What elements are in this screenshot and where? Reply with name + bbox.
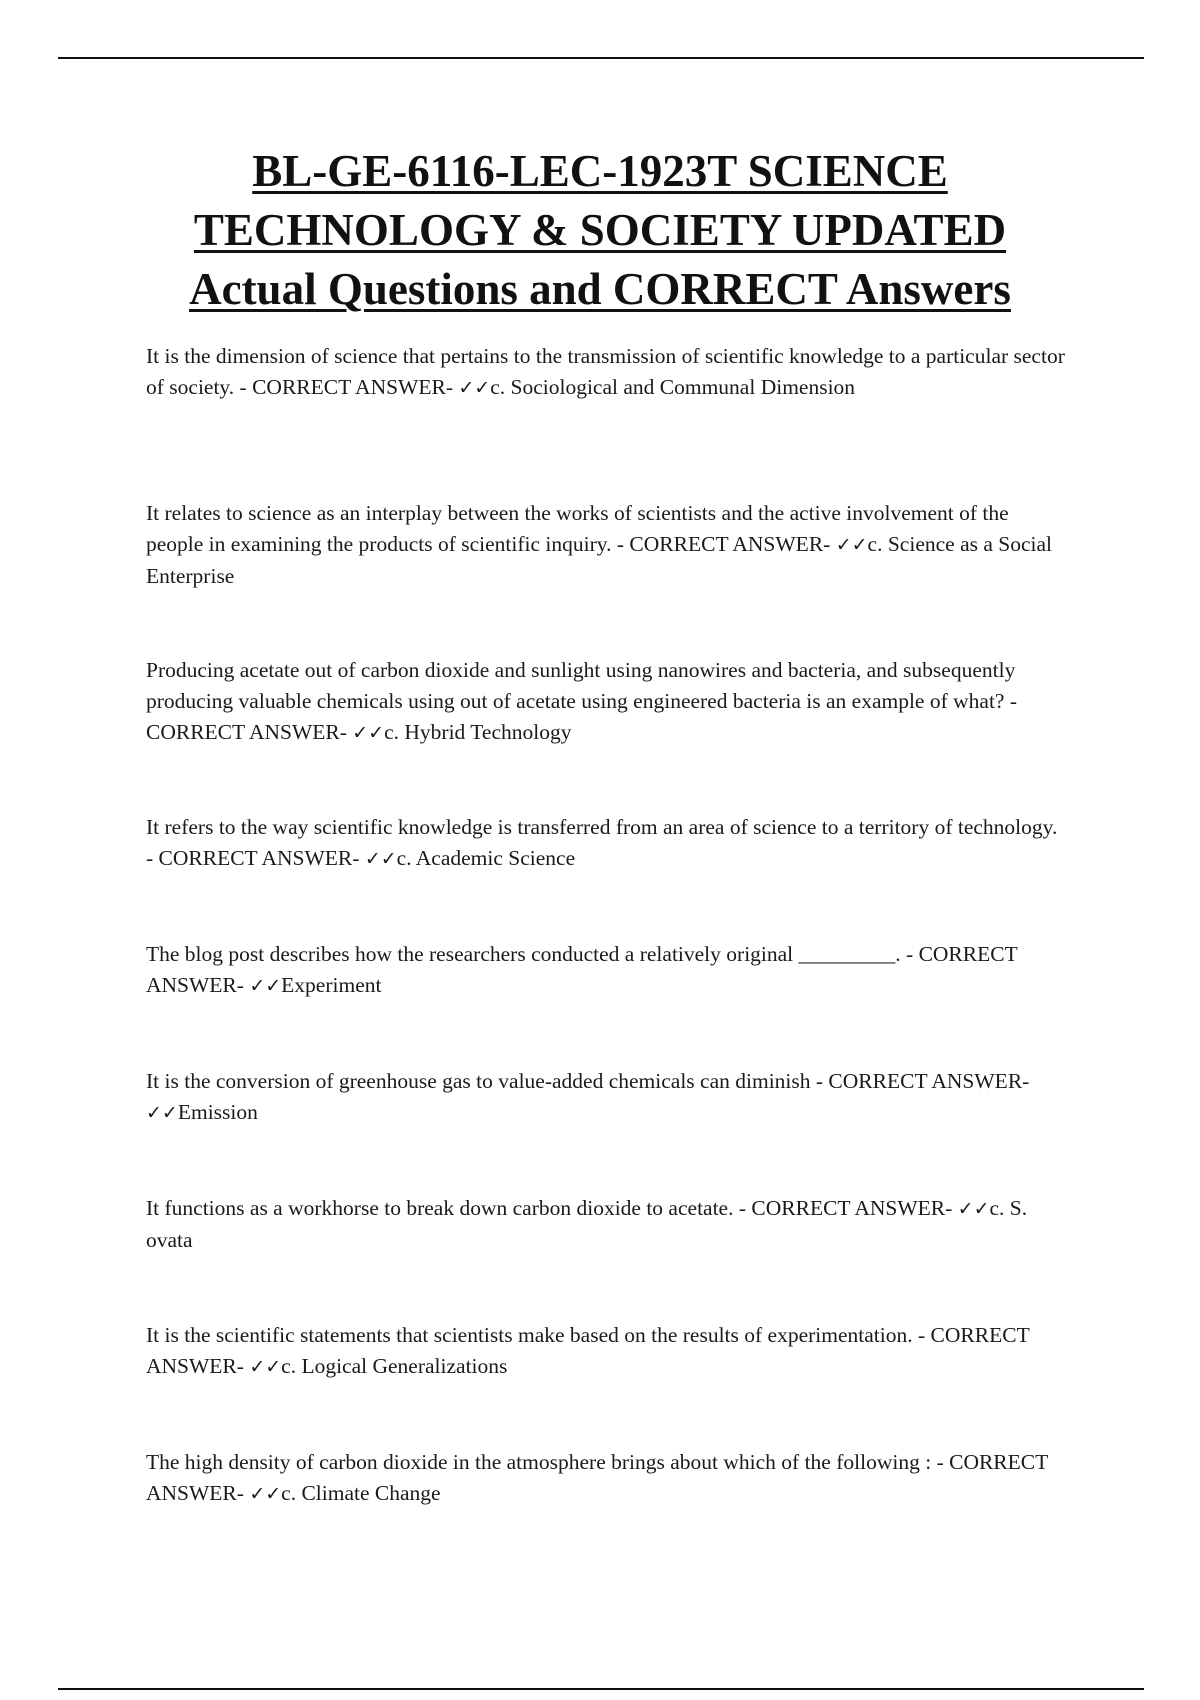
correct-answer-marker: - CORRECT ANSWER- — [815, 1069, 1030, 1093]
question-text: It is the conversion of greenhouse gas to value-added chemicals can diminish — [146, 1069, 811, 1093]
double-check-icon: ✓✓ — [249, 1356, 282, 1378]
correct-answer-marker: - CORRECT ANSWER- — [616, 532, 831, 556]
document-title — [100, 142, 1100, 319]
correct-answer-marker: - CORRECT ANSWER- — [146, 846, 360, 870]
question-text: The blog post describes how the researchers conducted a relatively original _________. — [146, 942, 901, 966]
double-check-icon: ✓✓ — [458, 377, 491, 399]
qa-item — [146, 341, 1066, 404]
qa-item — [146, 939, 1066, 1002]
question-text: It is the dimension of science that pertains to the transmission of scientific knowledge to a particular sector of society. — [146, 344, 1065, 399]
answer-text: Experiment — [281, 973, 382, 997]
question-text: It is the scientific statements that scientists make based on the results of experimentation. — [146, 1323, 913, 1347]
answer-text: Emission — [177, 1100, 258, 1124]
qa-item — [146, 1320, 1066, 1383]
title-line: BL-GE-6116-LEC-1923T SCIENCE — [252, 146, 948, 196]
correct-answer-marker: - CORRECT ANSWER- — [146, 1450, 1048, 1505]
answer-text: c. Sociological and Communal Dimension — [490, 375, 856, 399]
double-check-icon: ✓✓ — [364, 848, 397, 870]
top-rule — [58, 57, 1144, 59]
correct-answer-marker: - CORRECT ANSWER- — [146, 1323, 1030, 1378]
correct-answer-marker: - CORRECT ANSWER- — [738, 1196, 953, 1220]
double-check-icon: ✓✓ — [835, 534, 868, 556]
question-text: It relates to science as an interplay between the works of scientists and the active involvement of the people in examining the products of scientific inquiry. — [146, 501, 1009, 556]
qa-item — [146, 655, 1066, 749]
answer-text: c. Logical Generalizations — [281, 1354, 508, 1378]
correct-answer-marker: - CORRECT ANSWER- — [146, 689, 1018, 744]
question-text: It refers to the way scientific knowledge is transferred from an area of science to a territory of technology. — [146, 815, 1058, 839]
question-text: Producing acetate out of carbon dioxide and sunlight using nanowires and bacteria, and subsequently producing valuable chemicals using out of acetate using engineered bacteria is an example of what? — [146, 658, 1016, 713]
correct-answer-marker: - CORRECT ANSWER- — [239, 375, 453, 399]
qa-item — [146, 1447, 1066, 1510]
answer-text: c. Academic Science — [396, 846, 576, 870]
bottom-rule — [58, 1688, 1144, 1690]
qa-item — [146, 812, 1066, 875]
double-check-icon: ✓✓ — [146, 1102, 178, 1124]
title-line: TECHNOLOGY & SOCIETY UPDATED — [193, 205, 1007, 255]
double-check-icon: ✓✓ — [352, 722, 385, 744]
question-text: It functions as a workhorse to break down carbon dioxide to acetate. — [146, 1196, 734, 1220]
double-check-icon: ✓✓ — [249, 975, 282, 997]
title-line: Actual Questions and CORRECT Answers — [189, 264, 1011, 314]
answer-text: c. Hybrid Technology — [384, 720, 572, 744]
double-check-icon: ✓✓ — [249, 1483, 282, 1505]
answer-text: c. S. ovata — [146, 1196, 1028, 1252]
answer-text: c. Climate Change — [281, 1481, 441, 1505]
answer-text: c. Science as a Social Enterprise — [146, 532, 1053, 588]
qa-item — [146, 498, 1066, 592]
qa-item — [146, 1193, 1066, 1256]
qa-item — [146, 1066, 1066, 1129]
question-text: The high density of carbon dioxide in the atmosphere brings about which of the following : — [146, 1450, 932, 1474]
correct-answer-marker: - CORRECT ANSWER- — [146, 942, 1018, 997]
double-check-icon: ✓✓ — [957, 1198, 990, 1220]
